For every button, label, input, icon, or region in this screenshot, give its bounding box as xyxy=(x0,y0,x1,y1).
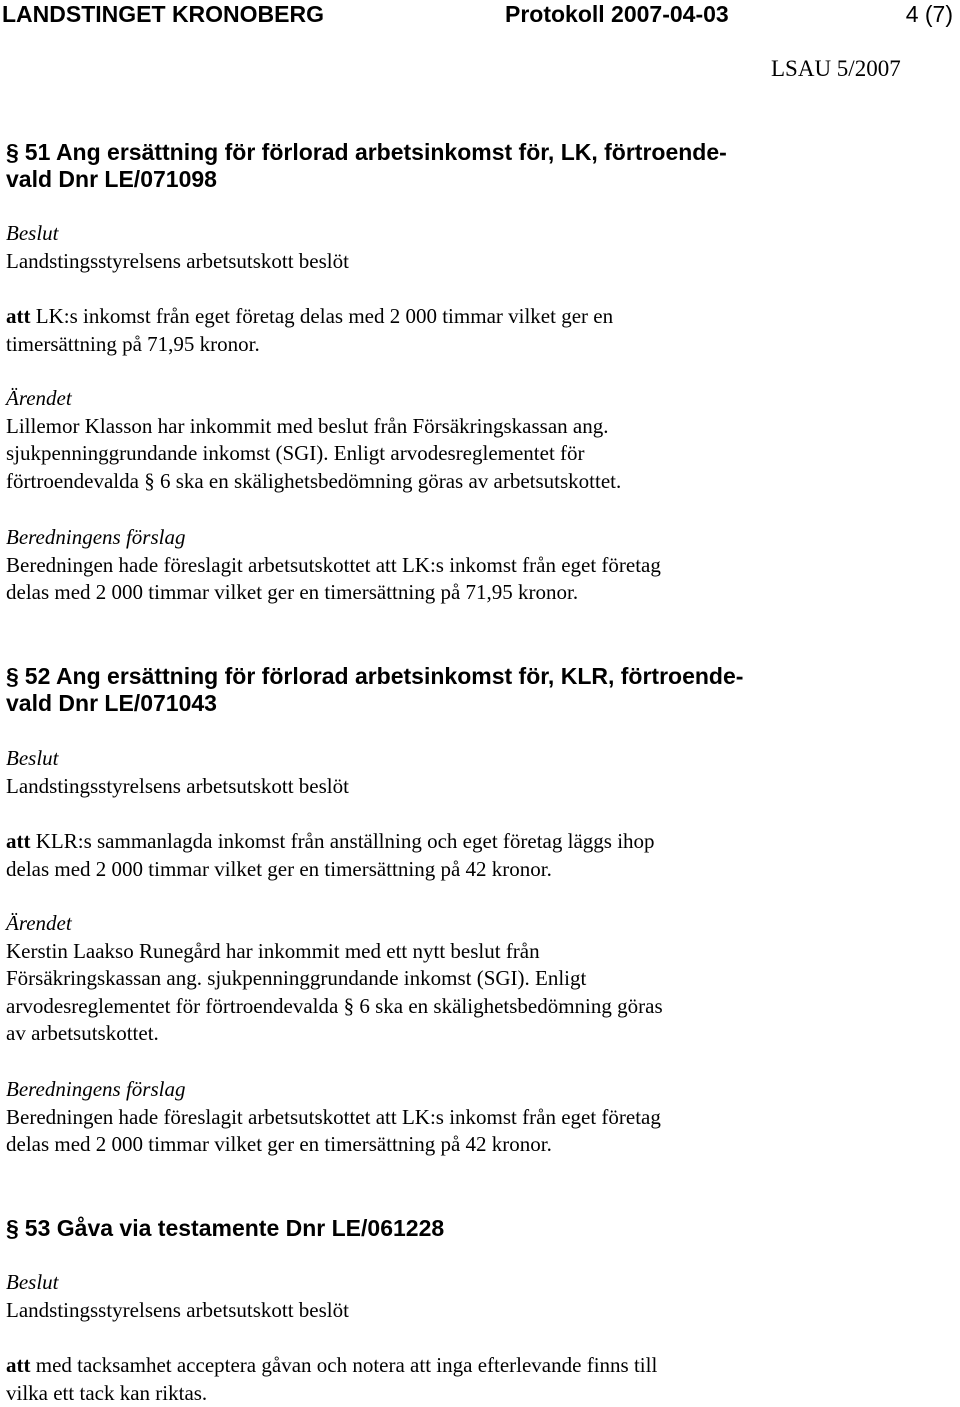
decision-line: timersättning på 71,95 kronor. xyxy=(6,331,956,359)
section-title-cont: vald Dnr LE/071098 xyxy=(6,166,217,192)
organization-name: LANDSTINGET KRONOBERG xyxy=(2,1,324,27)
section-sign: § xyxy=(6,1215,19,1241)
att-word: att xyxy=(6,304,31,328)
section-number: 51 xyxy=(25,139,51,165)
arendet-line: Försäkringskassan ang. sjukpenninggrundande inkomst (SGI). Enligt xyxy=(6,965,956,993)
page-number: 4 (7) xyxy=(906,1,953,27)
reference-number: LSAU 5/2007 xyxy=(771,56,901,82)
arendet-line: av arbetsutskottet. xyxy=(6,1020,956,1048)
arendet-line xyxy=(6,468,956,496)
arendet-text: arvodesreglementet för förtroendevalda xyxy=(6,994,338,1018)
section-51 xyxy=(6,139,956,193)
section-51-beslut xyxy=(6,220,956,275)
section-title: Gåva via testamente Dnr LE/061228 xyxy=(57,1215,444,1241)
forslag-label: Beredningens förslag xyxy=(6,524,956,552)
section-sign: § xyxy=(344,994,355,1018)
att-word: att xyxy=(6,1353,31,1377)
beslut-label: Beslut xyxy=(6,745,956,773)
section-53-beslut xyxy=(6,1269,956,1324)
arendet-line: Kerstin Laakso Runegård har inkommit med ett nytt beslut från xyxy=(6,938,956,966)
section-51-heading xyxy=(6,139,956,193)
beslut-intro: Landstingsstyrelsens arbetsutskott beslöt xyxy=(6,248,956,276)
protocol-title: Protokoll 2007-04-03 xyxy=(505,1,729,27)
att-word: att xyxy=(6,829,31,853)
arendet-line: sjukpenninggrundande inkomst (SGI). Enligt arvodesreglementet för xyxy=(6,440,956,468)
decision-line: LK:s inkomst från eget företag delas med 2 000 timmar vilket ger en xyxy=(36,304,613,328)
section-52-beslut xyxy=(6,745,956,800)
decision-line: delas med 2 000 timmar vilket ger en timersättning på 42 kronor. xyxy=(6,856,956,884)
section-52 xyxy=(6,663,956,717)
arendet-text: förtroendevalda xyxy=(6,469,139,493)
forslag-line: Beredningen hade föreslagit arbetsutskottet att LK:s inkomst från eget företag xyxy=(6,552,956,580)
section-52-forslag xyxy=(6,1076,956,1159)
forslag-label: Beredningens förslag xyxy=(6,1076,956,1104)
section-53-heading xyxy=(6,1215,956,1242)
section-number: 52 xyxy=(25,663,51,689)
section-51-forslag xyxy=(6,524,956,607)
arendet-text: 6 ska en skälighetsbedömning göras av arbetsutskottet. xyxy=(160,469,621,493)
section-52-arendet xyxy=(6,910,956,1048)
forslag-line: delas med 2 000 timmar vilket ger en timersättning på 42 kronor. xyxy=(6,1131,956,1159)
section-sign: § xyxy=(6,663,19,689)
forslag-line: Beredningen hade föreslagit arbetsutskottet att LK:s inkomst från eget företag xyxy=(6,1104,956,1132)
section-title: Ang ersättning för förlorad arbetsinkomst för, LK, förtroende- xyxy=(56,139,727,165)
arendet-label: Ärendet xyxy=(6,385,956,413)
section-52-heading xyxy=(6,663,956,717)
decision-text xyxy=(6,828,956,856)
arendet-line: Lillemor Klasson har inkommit med beslut från Försäkringskassan ang. xyxy=(6,413,956,441)
section-52-att xyxy=(6,828,956,883)
decision-text xyxy=(6,303,956,331)
section-title: Ang ersättning för förlorad arbetsinkomst för, KLR, förtroende- xyxy=(56,663,743,689)
section-sign: § xyxy=(144,469,155,493)
section-title-cont: vald Dnr LE/071043 xyxy=(6,690,217,716)
section-53-att xyxy=(6,1352,956,1407)
decision-line: med tacksamhet acceptera gåvan och notera att inga efterlevande finns till xyxy=(36,1353,658,1377)
arendet-text: 6 ska en skälighetsbedömning göras xyxy=(359,994,662,1018)
beslut-intro: Landstingsstyrelsens arbetsutskott beslöt xyxy=(6,1297,956,1325)
arendet-label: Ärendet xyxy=(6,910,956,938)
beslut-label: Beslut xyxy=(6,1269,956,1297)
beslut-intro: Landstingsstyrelsens arbetsutskott beslöt xyxy=(6,773,956,801)
section-51-att xyxy=(6,303,956,358)
beslut-label: Beslut xyxy=(6,220,956,248)
decision-line: KLR:s sammanlagda inkomst från anställning och eget företag läggs ihop xyxy=(36,829,655,853)
section-number: 53 xyxy=(25,1215,51,1241)
section-sign: § xyxy=(6,139,19,165)
section-53 xyxy=(6,1215,956,1242)
section-51-arendet xyxy=(6,385,956,495)
decision-line: vilka ett tack kan riktas. xyxy=(6,1380,956,1407)
arendet-line xyxy=(6,993,956,1021)
forslag-line: delas med 2 000 timmar vilket ger en timersättning på 71,95 kronor. xyxy=(6,579,956,607)
decision-text xyxy=(6,1352,956,1380)
